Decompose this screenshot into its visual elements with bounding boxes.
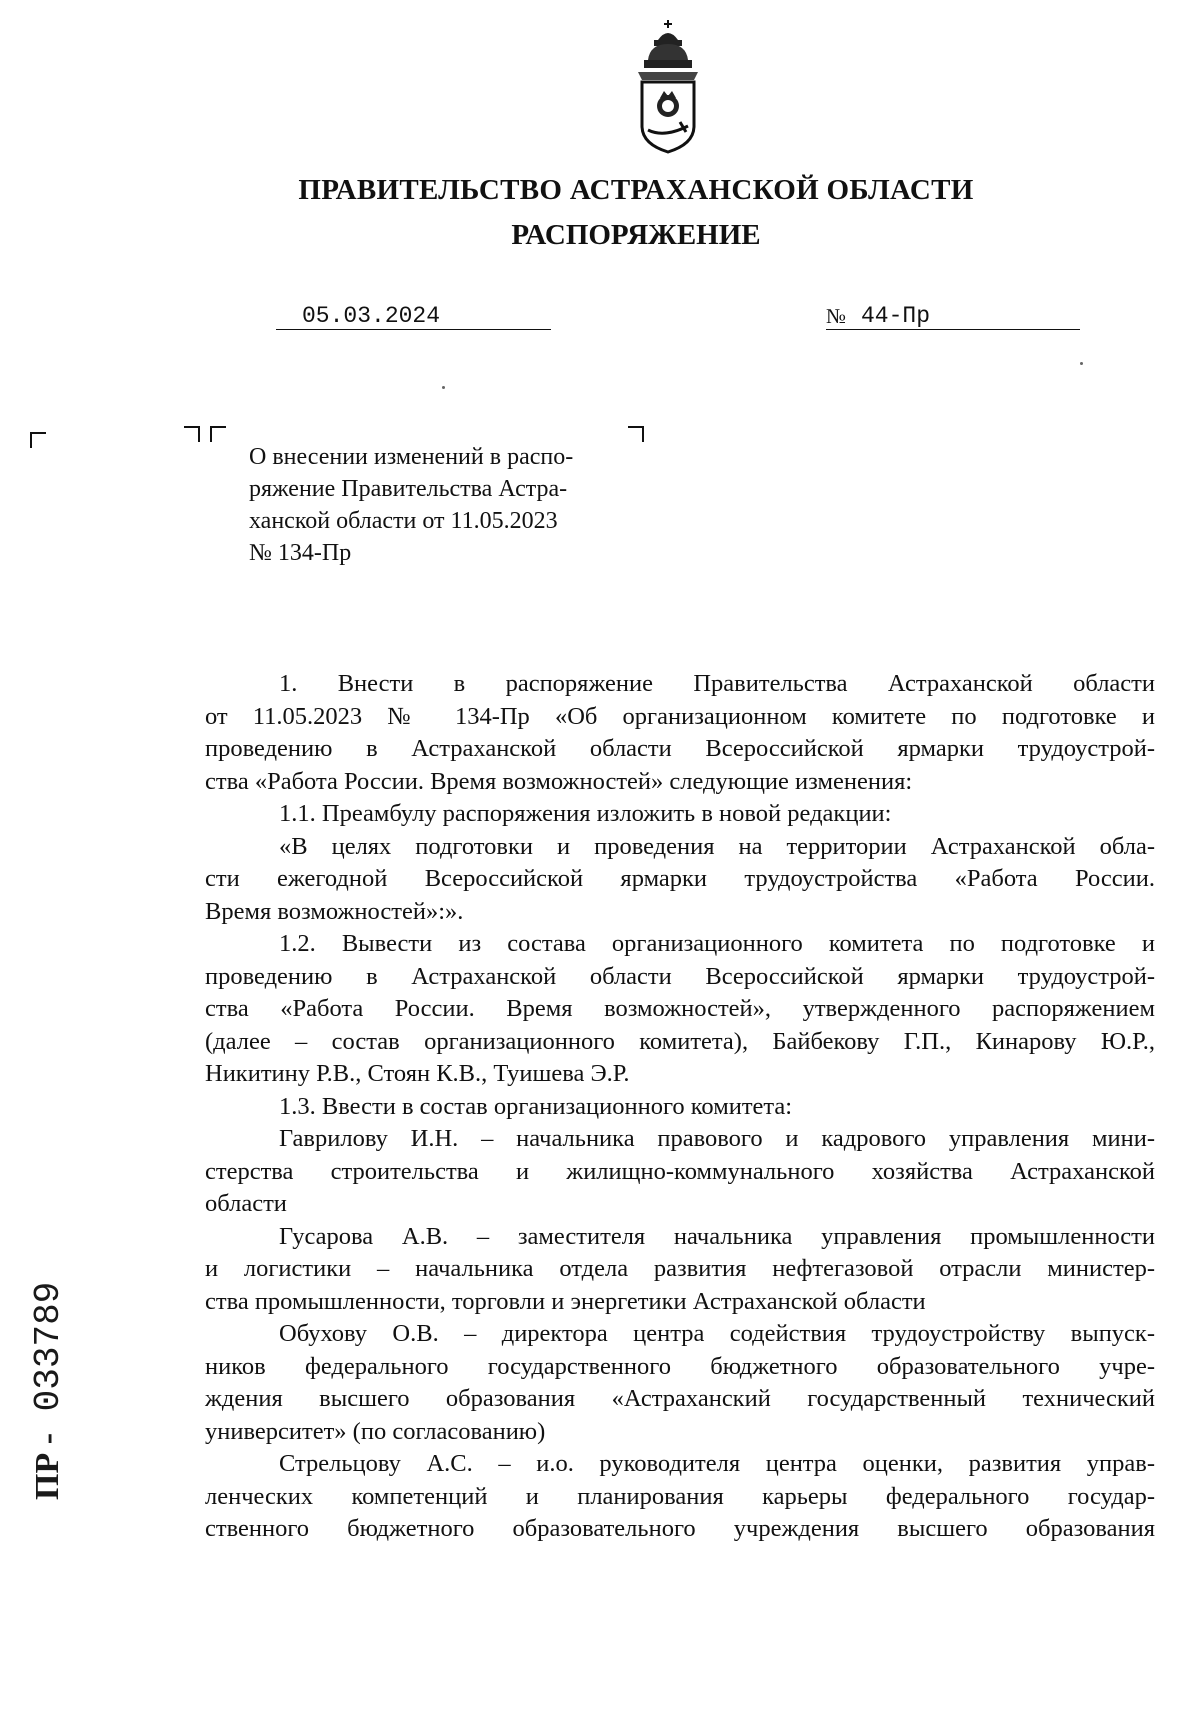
body-line: ников федерального государственного бюджетного образовательного учре- bbox=[205, 1352, 1155, 1380]
registration-stamp bbox=[28, 1250, 68, 1500]
subject-corner-mark bbox=[184, 426, 200, 442]
body-line: и логистики – начальника отдела развития нефтегазовой отрасли министер- bbox=[205, 1255, 1155, 1282]
body-line: 1. Внести в распоряжение Правительства Астраханской области bbox=[279, 670, 1155, 697]
scan-dot bbox=[1080, 362, 1083, 365]
body-line: сти ежегодной Всероссийской ярмарки трудоустройства «Работа России. bbox=[205, 865, 1155, 892]
body-line: (далее – состав организационного комитета), Байбекову Г.П., Кинарову Ю.Р., bbox=[205, 1027, 1155, 1055]
document-body bbox=[205, 668, 1155, 1546]
stamp-prefix: ПР - bbox=[29, 1432, 66, 1500]
document-number bbox=[826, 302, 1080, 330]
body-line: проведению в Астраханской области Всероссийской ярмарки трудоустрой- bbox=[205, 735, 1155, 762]
body-line: Гаврилову И.Н. – начальника правового и кадрового управления мини- bbox=[279, 1125, 1155, 1152]
document-number-value: 44-Пр bbox=[861, 303, 931, 329]
subject-block bbox=[249, 441, 649, 569]
body-line: ства «Работа России. Время возможностей» следующие изменения: bbox=[205, 767, 913, 795]
body-line: университет» (по согласованию) bbox=[205, 1417, 546, 1445]
scan-dot bbox=[442, 386, 445, 389]
number-sign: № bbox=[826, 304, 847, 328]
subject-line: О внесении изменений в распо- bbox=[249, 444, 574, 470]
document-date-value: 05.03.2024 bbox=[302, 303, 441, 329]
body-line: ленческих компетенций и планирования карьеры федерального государ- bbox=[205, 1482, 1155, 1510]
body-line: Обухову О.В. – директора центра содействия трудоустройству выпуск- bbox=[279, 1320, 1155, 1347]
body-line: ственного бюджетного образовательного учреждения высшего образования bbox=[205, 1515, 1155, 1542]
body-line: проведению в Астраханской области Всероссийской ярмарки трудоустрой- bbox=[205, 962, 1155, 990]
subject-line: ханской области от 11.05.2023 bbox=[249, 508, 558, 534]
body-line: 1.3. Ввести в состав организационного комитета: bbox=[279, 1092, 793, 1120]
coat-of-arms-icon bbox=[634, 18, 702, 158]
stamp-number: 033789 bbox=[28, 1281, 69, 1412]
subject-line: ряжение Правительства Астра- bbox=[249, 476, 568, 502]
body-line: Никитину Р.В., Стоян К.В., Туишева Э.Р. bbox=[205, 1060, 630, 1087]
organization-title: ПРАВИТЕЛЬСТВО АСТРАХАНСКОЙ ОБЛАСТИ bbox=[298, 174, 974, 206]
subject-corner-mark bbox=[210, 426, 226, 442]
subject-corner-mark bbox=[628, 426, 644, 442]
subject-line: № 134-Пр bbox=[249, 540, 352, 566]
document-date bbox=[276, 302, 551, 330]
body-line: ства «Работа России. Время возможностей», утвержденного распоряжением bbox=[205, 995, 1155, 1022]
body-line: от 11.05.2023 № 134-Пр «Об организационном комитете по подготовке и bbox=[205, 702, 1155, 730]
body-line: Время возможностей»:». bbox=[205, 897, 464, 925]
body-line: Стрельцову А.С. – и.о. руководителя центра оценки, развития управ- bbox=[279, 1450, 1155, 1477]
body-line: 1.1. Преамбулу распоряжения изложить в новой редакции: bbox=[279, 800, 892, 827]
body-line: 1.2. Вывести из состава организационного комитета по подготовке и bbox=[279, 930, 1155, 957]
body-line: стерства строительства и жилищно-коммунального хозяйства Астраханской bbox=[205, 1157, 1155, 1185]
margin-corner-mark bbox=[30, 432, 46, 448]
document-type: РАСПОРЯЖЕНИЕ bbox=[511, 219, 761, 251]
body-line: Гусарова А.В. – заместителя начальника управления промышленности bbox=[279, 1222, 1155, 1250]
body-line: области bbox=[205, 1190, 287, 1217]
body-line: ждения высшего образования «Астраханский государственный технический bbox=[205, 1385, 1155, 1412]
body-line: «В целях подготовки и проведения на территории Астраханской обла- bbox=[279, 832, 1155, 860]
body-line: ства промышленности, торговли и энергетики Астраханской области bbox=[205, 1287, 926, 1315]
